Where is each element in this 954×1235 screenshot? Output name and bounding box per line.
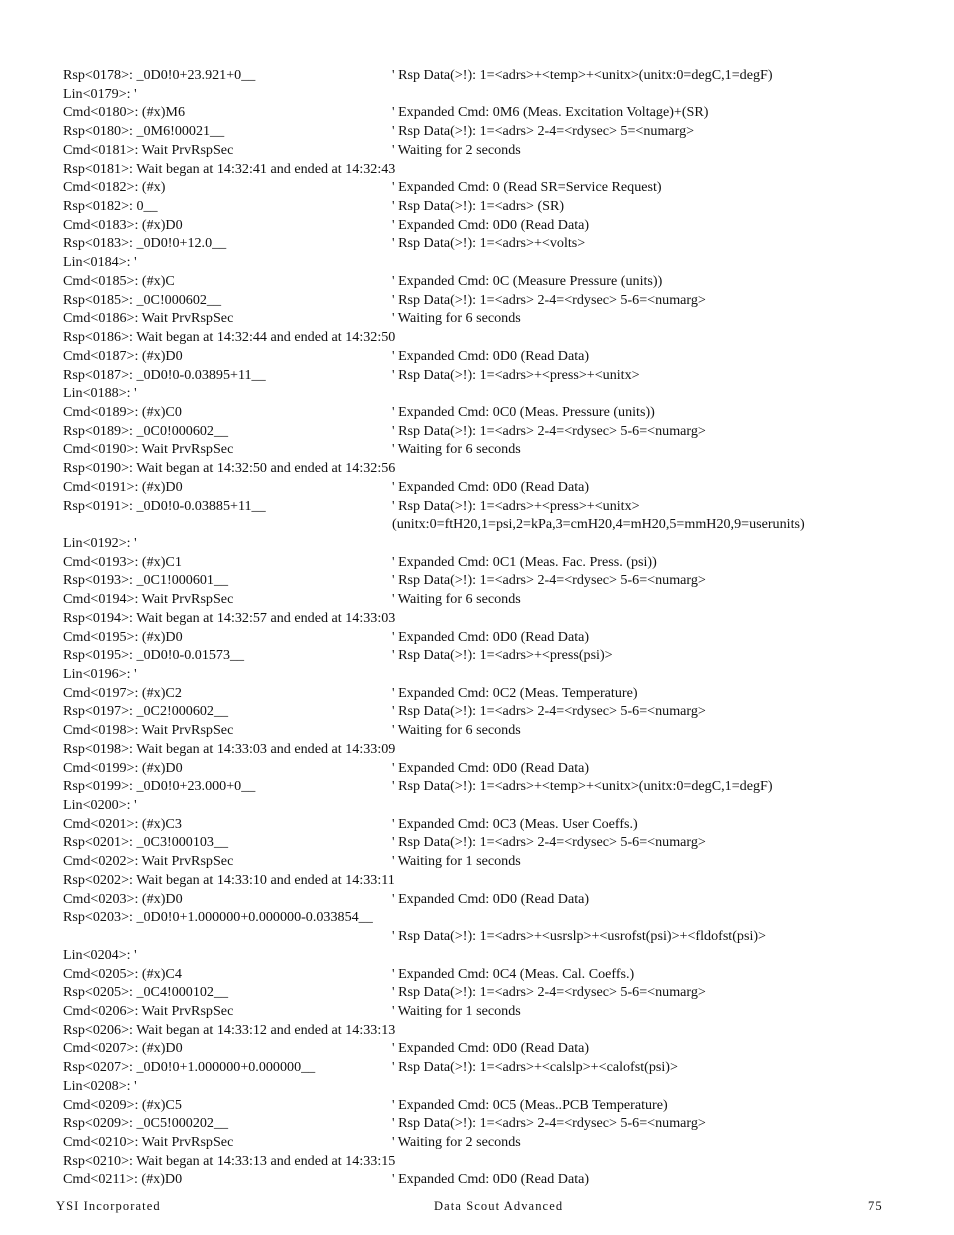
log-line bbox=[63, 815, 943, 834]
log-comment: ' Rsp Data(>!): 1=<adrs> (SR) bbox=[392, 198, 565, 215]
log-line bbox=[63, 609, 943, 628]
log-line bbox=[63, 1114, 943, 1133]
log-entry: Cmd<0180>: (#x)M6 bbox=[63, 104, 185, 121]
log-line bbox=[63, 833, 943, 852]
log-entry: Rsp<0186>: Wait began at 14:32:44 and ended at 14:32:50 bbox=[63, 329, 396, 346]
log-comment: ' Expanded Cmd: 0D0 (Read Data) bbox=[392, 1040, 590, 1057]
log-line bbox=[63, 440, 943, 459]
log-line bbox=[63, 272, 943, 291]
log-line bbox=[63, 702, 943, 721]
log-comment: ' Waiting for 2 seconds bbox=[392, 1133, 521, 1150]
log-entry: Cmd<0193>: (#x)C1 bbox=[63, 553, 182, 570]
log-entry: Rsp<0191>: _0D0!0-0.03885+11__ bbox=[63, 497, 266, 514]
log-line bbox=[63, 1096, 943, 1115]
log-line bbox=[63, 216, 943, 235]
log-line bbox=[63, 927, 943, 946]
log-entry: Cmd<0181>: Wait PrvRspSec bbox=[63, 141, 234, 158]
log-entry: Lin<0204>: ' bbox=[63, 946, 137, 963]
log-entry: Rsp<0210>: Wait began at 14:33:13 and ended at 14:33:15 bbox=[63, 1152, 396, 1169]
log-line bbox=[63, 534, 943, 553]
log-comment: ' Rsp Data(>!): 1=<adrs>+<temp>+<unitx>(unitx:0=degC,1=degF) bbox=[392, 778, 773, 795]
log-comment: ' Rsp Data(>!): 1=<adrs>+<press(psi)> bbox=[392, 647, 613, 664]
log-comment: ' Waiting for 6 seconds bbox=[392, 441, 521, 458]
log-entry: Cmd<0201>: (#x)C3 bbox=[63, 815, 182, 832]
log-line bbox=[63, 1021, 943, 1040]
log-line bbox=[63, 1133, 943, 1152]
log-entry: Lin<0200>: ' bbox=[63, 797, 137, 814]
log-line bbox=[63, 684, 943, 703]
log-comment: ' Rsp Data(>!): 1=<adrs> 2-4=<rdysec> 5-6=<numarg> bbox=[392, 834, 706, 851]
log-line bbox=[63, 103, 943, 122]
log-entry: Rsp<0201>: _0C3!000103__ bbox=[63, 834, 229, 851]
log-entry: Rsp<0195>: _0D0!0-0.01573__ bbox=[63, 647, 245, 664]
log-comment: ' Expanded Cmd: 0C1 (Meas. Fac. Press. (psi)) bbox=[392, 553, 657, 570]
log-line bbox=[63, 122, 943, 141]
log-line bbox=[63, 1039, 943, 1058]
log-comment: ' Waiting for 1 seconds bbox=[392, 1002, 521, 1019]
log-comment: ' Expanded Cmd: 0D0 (Read Data) bbox=[392, 628, 590, 645]
log-comment: ' Rsp Data(>!): 1=<adrs> 2-4=<rdysec> 5-6=<numarg> bbox=[392, 422, 706, 439]
log-entry: Rsp<0183>: _0D0!0+12.0__ bbox=[63, 235, 227, 252]
footer-product: Data Scout Advanced bbox=[434, 1199, 564, 1213]
log-comment: ' Rsp Data(>!): 1=<adrs> 2-4=<rdysec> 5-6=<numarg> bbox=[392, 572, 706, 589]
log-comment: ' Expanded Cmd: 0C4 (Meas. Cal. Coeffs.) bbox=[392, 965, 635, 982]
log-line bbox=[63, 347, 943, 366]
log-comment: ' Expanded Cmd: 0D0 (Read Data) bbox=[392, 347, 590, 364]
log-comment: ' Rsp Data(>!): 1=<adrs> 2-4=<rdysec> 5-6=<numarg> bbox=[392, 984, 706, 1001]
log-line bbox=[63, 796, 943, 815]
log-line bbox=[63, 66, 943, 85]
log-line bbox=[63, 384, 943, 403]
log-entry: Cmd<0206>: Wait PrvRspSec bbox=[63, 1002, 234, 1019]
log-entry: Cmd<0182>: (#x) bbox=[63, 179, 166, 196]
log-entry: Cmd<0194>: Wait PrvRspSec bbox=[63, 591, 234, 608]
log-entry: Cmd<0205>: (#x)C4 bbox=[63, 965, 182, 982]
log-comment: ' Rsp Data(>!): 1=<adrs>+<temp>+<unitx>(unitx:0=degC,1=degF) bbox=[392, 67, 773, 83]
log-line bbox=[63, 946, 943, 965]
log-entry: Cmd<0207>: (#x)D0 bbox=[63, 1040, 183, 1057]
log-entry: Rsp<0205>: _0C4!000102__ bbox=[63, 984, 229, 1001]
log-entry: Lin<0196>: ' bbox=[63, 666, 137, 682]
log-line bbox=[63, 141, 943, 160]
log-entry: Rsp<0178>: _0D0!0+23.921+0__ bbox=[63, 67, 256, 83]
log-line bbox=[63, 871, 943, 890]
log-line bbox=[63, 628, 943, 647]
log-entry: Cmd<0203>: (#x)D0 bbox=[63, 890, 183, 907]
log-line bbox=[63, 965, 943, 984]
log-entry: Cmd<0189>: (#x)C0 bbox=[63, 403, 182, 420]
log-line bbox=[63, 1152, 943, 1171]
footer-company: YSI Incorporated bbox=[56, 1199, 161, 1213]
log-entry: Cmd<0210>: Wait PrvRspSec bbox=[63, 1133, 234, 1150]
log-line bbox=[63, 890, 943, 909]
log-entry: Rsp<0197>: _0C2!000602__ bbox=[63, 703, 229, 720]
log-entry: Rsp<0209>: _0C5!000202__ bbox=[63, 1115, 229, 1132]
log-line bbox=[63, 590, 943, 609]
log-entry: Cmd<0187>: (#x)D0 bbox=[63, 347, 183, 364]
log-entry: Cmd<0191>: (#x)D0 bbox=[63, 478, 183, 495]
log-comment: ' Rsp Data(>!): 1=<adrs>+<volts> bbox=[392, 235, 586, 252]
log-entry: Rsp<0203>: _0D0!0+1.000000+0.000000-0.033854__ bbox=[63, 909, 373, 926]
log-comment: ' Expanded Cmd: 0D0 (Read Data) bbox=[392, 759, 590, 776]
log-line bbox=[63, 497, 943, 516]
log-entry: Cmd<0195>: (#x)D0 bbox=[63, 628, 183, 645]
log-comment: ' Expanded Cmd: 0C5 (Meas..PCB Temperature) bbox=[392, 1096, 668, 1113]
log-entry: Lin<0188>: ' bbox=[63, 385, 137, 402]
log-line bbox=[63, 478, 943, 497]
log-line bbox=[63, 852, 943, 871]
log-line bbox=[63, 1058, 943, 1077]
log-comment: ' Waiting for 2 seconds bbox=[392, 141, 521, 158]
log-comment: ' Expanded Cmd: 0D0 (Read Data) bbox=[392, 216, 590, 233]
log-line bbox=[63, 309, 943, 328]
log-comment: ' Expanded Cmd: 0C (Measure Pressure (units)) bbox=[392, 272, 663, 289]
log-comment: ' Expanded Cmd: 0D0 (Read Data) bbox=[392, 890, 590, 907]
log-comment: ' Waiting for 6 seconds bbox=[392, 591, 521, 608]
log-comment: ' Rsp Data(>!): 1=<adrs>+<calslp>+<calofst(psi)> bbox=[392, 1059, 678, 1076]
log-entry: Rsp<0202>: Wait began at 14:33:10 and ended at 14:33:11 bbox=[63, 871, 395, 888]
log-comment: ' Expanded Cmd: 0D0 (Read Data) bbox=[392, 478, 590, 495]
log-comment: ' Expanded Cmd: 0C2 (Meas. Temperature) bbox=[392, 684, 638, 701]
log-entry: Lin<0208>: ' bbox=[63, 1077, 137, 1094]
log-line bbox=[63, 759, 943, 778]
log-line bbox=[63, 85, 943, 104]
log-entry: Cmd<0190>: Wait PrvRspSec bbox=[63, 441, 234, 458]
log-line bbox=[63, 459, 943, 478]
log-entry: Cmd<0211>: (#x)D0 bbox=[63, 1171, 183, 1188]
log-line bbox=[63, 160, 943, 179]
log-entry: Rsp<0182>: 0__ bbox=[63, 198, 158, 215]
page-number: 75 bbox=[868, 1199, 883, 1213]
log-comment: (unitx:0=ftH20,1=psi,2=kPa,3=cmH20,4=mH20,5=mmH20,9=userunits) bbox=[392, 516, 805, 533]
log-entry: Rsp<0185>: _0C!000602__ bbox=[63, 291, 222, 308]
log-line bbox=[63, 777, 943, 796]
log-line bbox=[63, 328, 943, 347]
log-line bbox=[63, 1170, 943, 1189]
log-line bbox=[63, 234, 943, 253]
log-line bbox=[63, 721, 943, 740]
log-line bbox=[63, 553, 943, 572]
log-comment: ' Expanded Cmd: 0 (Read SR=Service Request) bbox=[392, 179, 662, 196]
log-comment: ' Rsp Data(>!): 1=<adrs> 2-4=<rdysec> 5=<numarg> bbox=[392, 123, 695, 140]
log-entry: Rsp<0180>: _0M6!00021__ bbox=[63, 123, 225, 140]
log-entry: Cmd<0183>: (#x)D0 bbox=[63, 216, 183, 233]
log-entry: Rsp<0187>: _0D0!0-0.03895+11__ bbox=[63, 366, 266, 383]
log-entry: Cmd<0209>: (#x)C5 bbox=[63, 1096, 182, 1113]
log-line bbox=[63, 422, 943, 441]
log-entry: Rsp<0190>: Wait began at 14:32:50 and ended at 14:32:56 bbox=[63, 460, 396, 477]
log-line bbox=[63, 908, 943, 927]
log-line bbox=[63, 1002, 943, 1021]
log-comment: ' Rsp Data(>!): 1=<adrs> 2-4=<rdysec> 5-6=<numarg> bbox=[392, 703, 706, 720]
log-entry: Rsp<0198>: Wait began at 14:33:03 and ended at 14:33:09 bbox=[63, 740, 396, 757]
log-comment: ' Expanded Cmd: 0M6 (Meas. Excitation Voltage)+(SR) bbox=[392, 104, 709, 121]
log-line bbox=[63, 178, 943, 197]
log-entry: Rsp<0181>: Wait began at 14:32:41 and ended at 14:32:43 bbox=[63, 160, 396, 177]
log-line bbox=[63, 366, 943, 385]
log-entry: Cmd<0198>: Wait PrvRspSec bbox=[63, 722, 234, 739]
log-line bbox=[63, 253, 943, 272]
log-listing bbox=[63, 66, 943, 1189]
log-line bbox=[63, 665, 943, 684]
log-comment: ' Rsp Data(>!): 1=<adrs> 2-4=<rdysec> 5-6=<numarg> bbox=[392, 1115, 706, 1132]
log-entry: Lin<0184>: ' bbox=[63, 254, 137, 271]
log-entry: Cmd<0202>: Wait PrvRspSec bbox=[63, 853, 234, 870]
log-entry: Rsp<0193>: _0C1!000601__ bbox=[63, 572, 229, 589]
log-entry: Rsp<0206>: Wait began at 14:33:12 and ended at 14:33:13 bbox=[63, 1021, 396, 1038]
log-comment: ' Rsp Data(>!): 1=<adrs> 2-4=<rdysec> 5-6=<numarg> bbox=[392, 291, 706, 308]
log-comment: ' Waiting for 6 seconds bbox=[392, 722, 521, 739]
log-entry: Rsp<0189>: _0C0!000602__ bbox=[63, 422, 229, 439]
log-line bbox=[63, 515, 943, 534]
log-entry: Lin<0179>: ' bbox=[63, 85, 137, 102]
log-entry: Cmd<0185>: (#x)C bbox=[63, 272, 175, 289]
log-entry: Cmd<0199>: (#x)D0 bbox=[63, 759, 183, 776]
log-comment: ' Rsp Data(>!): 1=<adrs>+<press>+<unitx> bbox=[392, 497, 640, 514]
log-entry: Cmd<0186>: Wait PrvRspSec bbox=[63, 310, 234, 327]
log-entry: Rsp<0194>: Wait began at 14:32:57 and ended at 14:33:03 bbox=[63, 609, 396, 626]
log-comment: ' Expanded Cmd: 0C3 (Meas. User Coeffs.) bbox=[392, 815, 638, 832]
log-comment: ' Expanded Cmd: 0D0 (Read Data) bbox=[392, 1171, 590, 1188]
log-line bbox=[63, 1077, 943, 1096]
log-line bbox=[63, 646, 943, 665]
log-entry: Rsp<0199>: _0D0!0+23.000+0__ bbox=[63, 778, 256, 795]
log-entry: Rsp<0207>: _0D0!0+1.000000+0.000000__ bbox=[63, 1059, 316, 1076]
log-comment: ' Rsp Data(>!): 1=<adrs>+<usrslp>+<usrofst(psi)>+<fldofst(psi)> bbox=[392, 928, 767, 945]
log-line bbox=[63, 197, 943, 216]
log-line bbox=[63, 291, 943, 310]
log-comment: ' Rsp Data(>!): 1=<adrs>+<press>+<unitx> bbox=[392, 366, 640, 383]
log-line bbox=[63, 403, 943, 422]
log-line bbox=[63, 571, 943, 590]
log-entry: Cmd<0197>: (#x)C2 bbox=[63, 684, 182, 701]
log-comment: ' Waiting for 6 seconds bbox=[392, 310, 521, 327]
log-comment: ' Expanded Cmd: 0C0 (Meas. Pressure (units)) bbox=[392, 403, 655, 420]
log-line bbox=[63, 740, 943, 759]
log-entry: Lin<0192>: ' bbox=[63, 534, 137, 551]
log-line bbox=[63, 983, 943, 1002]
log-comment: ' Waiting for 1 seconds bbox=[392, 853, 521, 870]
